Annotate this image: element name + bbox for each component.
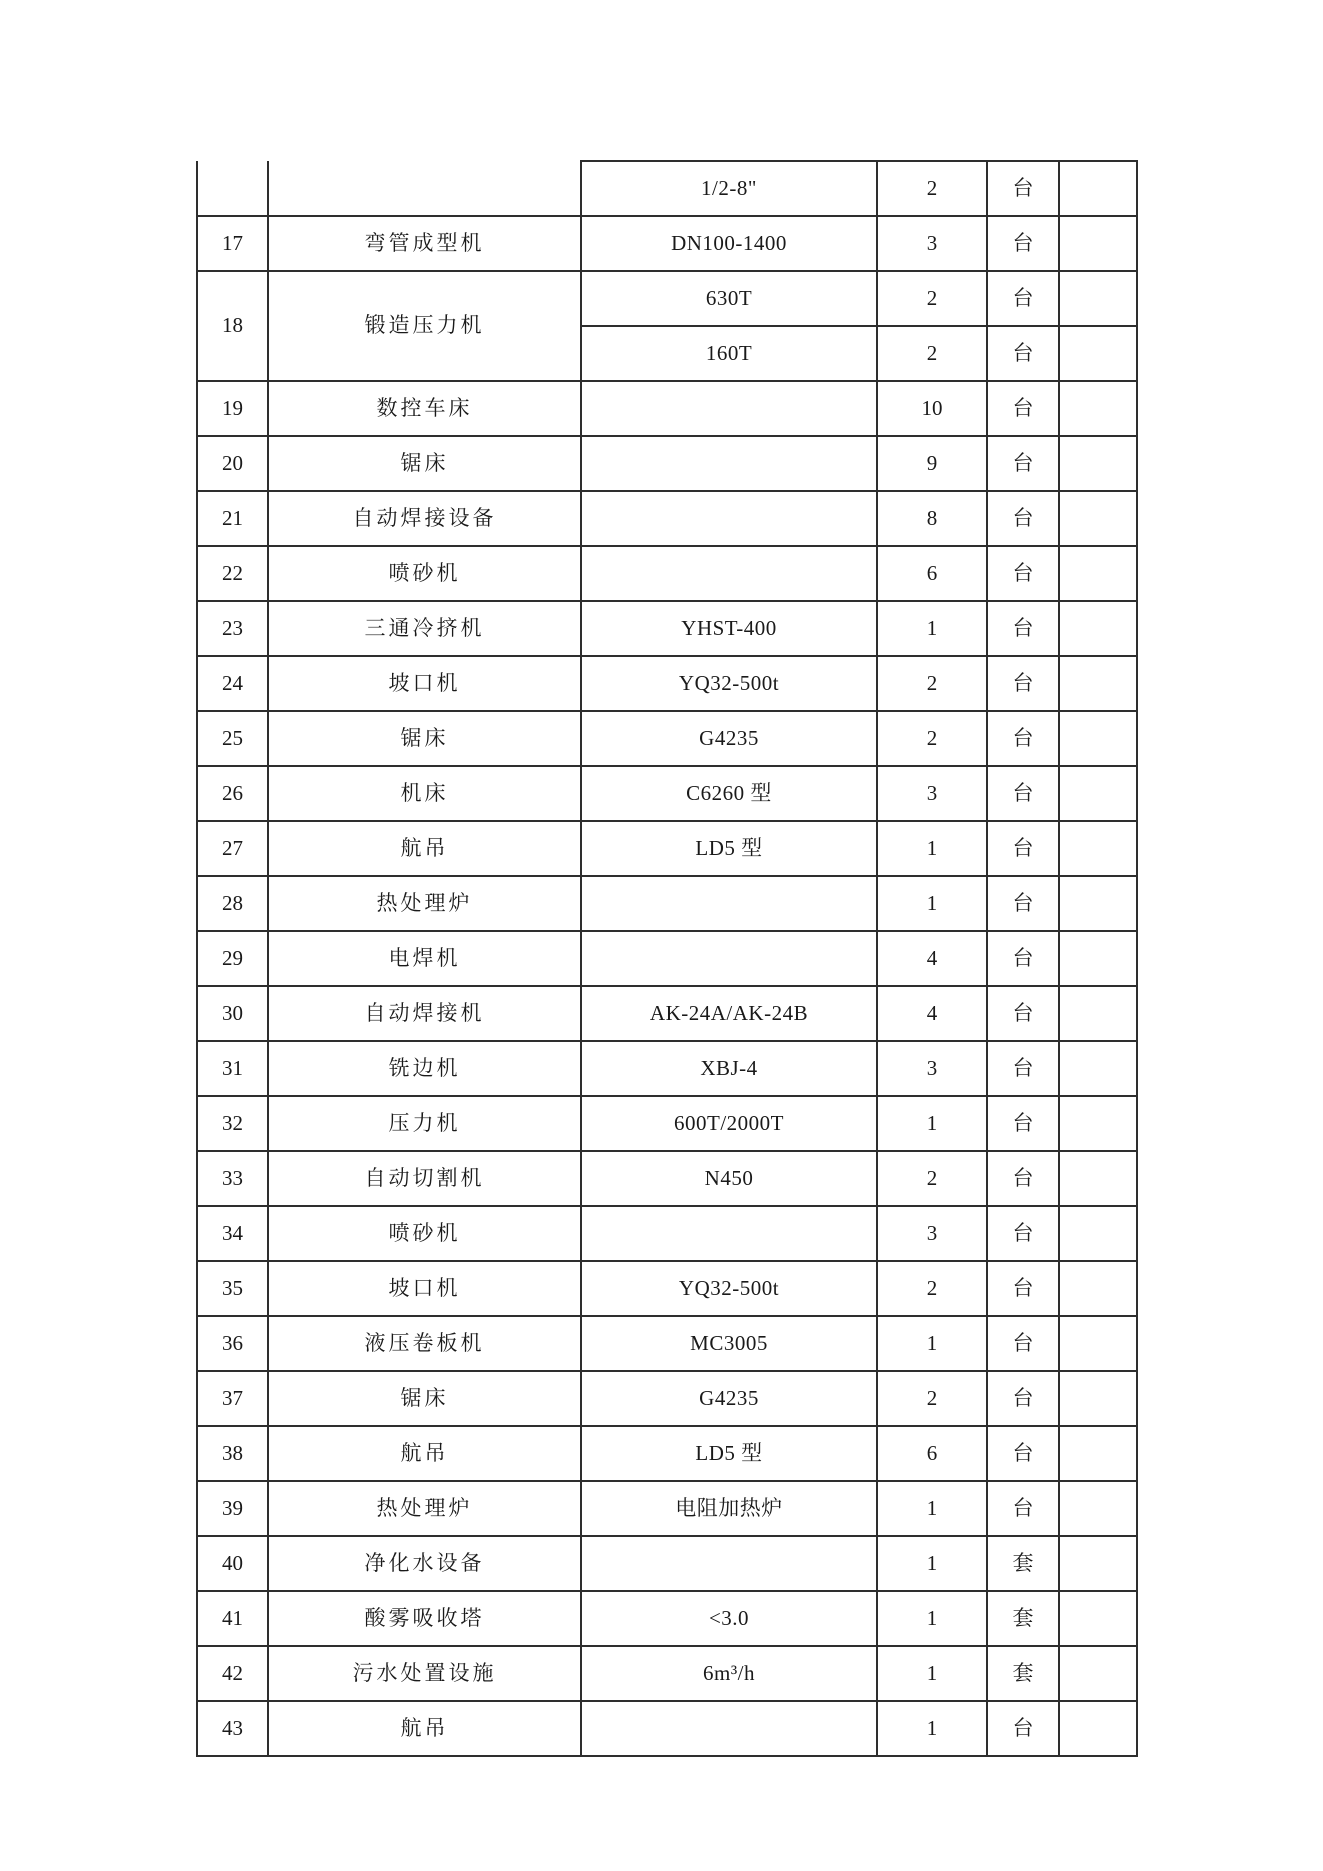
- equipment-name-cell: 坡口机: [268, 656, 581, 711]
- unit-cell: 台: [987, 711, 1059, 766]
- row-number-cell: 36: [197, 1316, 268, 1371]
- quantity-cell: 6: [877, 546, 987, 601]
- quantity-cell: 8: [877, 491, 987, 546]
- quantity-cell: 3: [877, 766, 987, 821]
- remark-cell: [1059, 1206, 1137, 1261]
- quantity-cell: 1: [877, 1646, 987, 1701]
- equipment-name-cell: 污水处置设施: [268, 1646, 581, 1701]
- equipment-name-cell: 液压卷板机: [268, 1316, 581, 1371]
- unit-cell: 台: [987, 1096, 1059, 1151]
- equipment-name-cell: 铣边机: [268, 1041, 581, 1096]
- remark-cell: [1059, 436, 1137, 491]
- unit-cell: 台: [987, 1151, 1059, 1206]
- equipment-name-cell: [268, 161, 581, 216]
- remark-cell: [1059, 1646, 1137, 1701]
- quantity-cell: 10: [877, 381, 987, 436]
- unit-cell: 台: [987, 821, 1059, 876]
- spec-model-cell: G4235: [581, 711, 877, 766]
- table-row: [197, 1536, 1137, 1591]
- table-row: [197, 601, 1137, 656]
- equipment-name-cell: 热处理炉: [268, 876, 581, 931]
- table-row: [197, 1261, 1137, 1316]
- equipment-name-cell: 自动切割机: [268, 1151, 581, 1206]
- row-number-cell: 25: [197, 711, 268, 766]
- unit-cell: 台: [987, 381, 1059, 436]
- equipment-name-cell: 航吊: [268, 1426, 581, 1481]
- spec-model-cell: DN100-1400: [581, 216, 877, 271]
- table-row: [197, 1096, 1137, 1151]
- row-number-cell: 21: [197, 491, 268, 546]
- remark-cell: [1059, 1536, 1137, 1591]
- row-number-cell: [197, 161, 268, 216]
- table-row: [197, 1041, 1137, 1096]
- table-row: [197, 1426, 1137, 1481]
- spec-model-cell: [581, 1536, 877, 1591]
- spec-model-cell: [581, 931, 877, 986]
- spec-model-cell: [581, 1701, 877, 1756]
- quantity-cell: 2: [877, 1151, 987, 1206]
- remark-cell: [1059, 1041, 1137, 1096]
- remark-cell: [1059, 1151, 1137, 1206]
- quantity-cell: 9: [877, 436, 987, 491]
- remark-cell: [1059, 1426, 1137, 1481]
- spec-model-cell: N450: [581, 1151, 877, 1206]
- table-row: [197, 1316, 1137, 1371]
- remark-cell: [1059, 711, 1137, 766]
- table-row: [197, 986, 1137, 1041]
- unit-cell: 台: [987, 656, 1059, 711]
- unit-cell: 台: [987, 1206, 1059, 1261]
- row-number-cell: 41: [197, 1591, 268, 1646]
- unit-cell: 台: [987, 1261, 1059, 1316]
- row-number-cell: 33: [197, 1151, 268, 1206]
- row-number-cell: 31: [197, 1041, 268, 1096]
- spec-model-cell: YHST-400: [581, 601, 877, 656]
- quantity-cell: 2: [877, 161, 987, 216]
- quantity-cell: 1: [877, 821, 987, 876]
- unit-cell: 台: [987, 1041, 1059, 1096]
- equipment-name-cell: 锯床: [268, 1371, 581, 1426]
- remark-cell: [1059, 271, 1137, 326]
- table-row: [197, 711, 1137, 766]
- table-row: [197, 271, 1137, 326]
- spec-model-cell: <3.0: [581, 1591, 877, 1646]
- quantity-cell: 1: [877, 1481, 987, 1536]
- spec-model-cell: [581, 876, 877, 931]
- remark-cell: [1059, 986, 1137, 1041]
- spec-model-cell: LD5 型: [581, 1426, 877, 1481]
- spec-model-cell: G4235: [581, 1371, 877, 1426]
- unit-cell: 台: [987, 271, 1059, 326]
- row-number-cell: 29: [197, 931, 268, 986]
- row-number-cell: 22: [197, 546, 268, 601]
- row-number-cell: 39: [197, 1481, 268, 1536]
- row-number-cell: 19: [197, 381, 268, 436]
- equipment-name-cell: 喷砂机: [268, 1206, 581, 1261]
- quantity-cell: 2: [877, 271, 987, 326]
- remark-cell: [1059, 546, 1137, 601]
- unit-cell: 台: [987, 766, 1059, 821]
- remark-cell: [1059, 656, 1137, 711]
- spec-model-cell: 630T: [581, 271, 877, 326]
- row-number-cell: 20: [197, 436, 268, 491]
- row-number-cell: 42: [197, 1646, 268, 1701]
- table-row: [197, 821, 1137, 876]
- table-row: [197, 876, 1137, 931]
- remark-cell: [1059, 1371, 1137, 1426]
- spec-model-cell: C6260 型: [581, 766, 877, 821]
- unit-cell: 台: [987, 601, 1059, 656]
- equipment-name-cell: 航吊: [268, 1701, 581, 1756]
- spec-model-cell: 160T: [581, 326, 877, 381]
- equipment-name-cell: 电焊机: [268, 931, 581, 986]
- remark-cell: [1059, 1701, 1137, 1756]
- equipment-name-cell: 坡口机: [268, 1261, 581, 1316]
- quantity-cell: 2: [877, 1371, 987, 1426]
- quantity-cell: 3: [877, 1041, 987, 1096]
- equipment-name-cell: 弯管成型机: [268, 216, 581, 271]
- table-row: [197, 1701, 1137, 1756]
- unit-cell: 台: [987, 931, 1059, 986]
- row-number-cell: 26: [197, 766, 268, 821]
- table-row: [197, 491, 1137, 546]
- table-row: [197, 931, 1137, 986]
- quantity-cell: 3: [877, 1206, 987, 1261]
- unit-cell: 台: [987, 546, 1059, 601]
- row-number-cell: 35: [197, 1261, 268, 1316]
- equipment-name-cell: 航吊: [268, 821, 581, 876]
- remark-cell: [1059, 601, 1137, 656]
- unit-cell: 台: [987, 1701, 1059, 1756]
- quantity-cell: 2: [877, 656, 987, 711]
- remark-cell: [1059, 766, 1137, 821]
- row-number-cell: 27: [197, 821, 268, 876]
- spec-model-cell: MC3005: [581, 1316, 877, 1371]
- remark-cell: [1059, 491, 1137, 546]
- table-row: [197, 1371, 1137, 1426]
- spec-model-cell: YQ32-500t: [581, 656, 877, 711]
- quantity-cell: 1: [877, 601, 987, 656]
- equipment-name-cell: 喷砂机: [268, 546, 581, 601]
- remark-cell: [1059, 326, 1137, 381]
- spec-model-cell: 电阻加热炉: [581, 1481, 877, 1536]
- row-number-cell: 30: [197, 986, 268, 1041]
- remark-cell: [1059, 161, 1137, 216]
- row-number-cell: 43: [197, 1701, 268, 1756]
- remark-cell: [1059, 381, 1137, 436]
- quantity-cell: 4: [877, 986, 987, 1041]
- equipment-name-cell: 净化水设备: [268, 1536, 581, 1591]
- spec-model-cell: 600T/2000T: [581, 1096, 877, 1151]
- remark-cell: [1059, 1481, 1137, 1536]
- equipment-table-body: [197, 161, 1137, 1756]
- equipment-name-cell: 酸雾吸收塔: [268, 1591, 581, 1646]
- equipment-name-cell: 热处理炉: [268, 1481, 581, 1536]
- remark-cell: [1059, 1591, 1137, 1646]
- quantity-cell: 1: [877, 1536, 987, 1591]
- unit-cell: 台: [987, 216, 1059, 271]
- row-number-cell: 24: [197, 656, 268, 711]
- unit-cell: 套: [987, 1646, 1059, 1701]
- equipment-name-cell: 压力机: [268, 1096, 581, 1151]
- quantity-cell: 1: [877, 876, 987, 931]
- spec-model-cell: 1/2-8": [581, 161, 877, 216]
- quantity-cell: 1: [877, 1316, 987, 1371]
- quantity-cell: 3: [877, 216, 987, 271]
- unit-cell: 台: [987, 1481, 1059, 1536]
- row-number-cell: 32: [197, 1096, 268, 1151]
- row-number-cell: 38: [197, 1426, 268, 1481]
- remark-cell: [1059, 931, 1137, 986]
- unit-cell: 套: [987, 1536, 1059, 1591]
- table-row: [197, 1206, 1137, 1261]
- table-row: [197, 1151, 1137, 1206]
- row-number-cell: 23: [197, 601, 268, 656]
- equipment-name-cell: 自动焊接机: [268, 986, 581, 1041]
- table-row: [197, 216, 1137, 271]
- spec-model-cell: LD5 型: [581, 821, 877, 876]
- quantity-cell: 1: [877, 1096, 987, 1151]
- row-number-cell: 40: [197, 1536, 268, 1591]
- unit-cell: 台: [987, 436, 1059, 491]
- unit-cell: 台: [987, 326, 1059, 381]
- table-row: [197, 436, 1137, 491]
- unit-cell: 台: [987, 161, 1059, 216]
- equipment-name-cell: 数控车床: [268, 381, 581, 436]
- quantity-cell: 4: [877, 931, 987, 986]
- unit-cell: 套: [987, 1591, 1059, 1646]
- row-number-cell: 37: [197, 1371, 268, 1426]
- unit-cell: 台: [987, 1316, 1059, 1371]
- spec-model-cell: YQ32-500t: [581, 1261, 877, 1316]
- quantity-cell: 2: [877, 1261, 987, 1316]
- remark-cell: [1059, 821, 1137, 876]
- row-number-cell: 28: [197, 876, 268, 931]
- remark-cell: [1059, 1261, 1137, 1316]
- table-row: [197, 656, 1137, 711]
- row-number-cell: 17: [197, 216, 268, 271]
- spec-model-cell: AK-24A/AK-24B: [581, 986, 877, 1041]
- equipment-name-cell: 机床: [268, 766, 581, 821]
- unit-cell: 台: [987, 491, 1059, 546]
- equipment-name-cell: 锻造压力机: [268, 271, 581, 381]
- quantity-cell: 2: [877, 326, 987, 381]
- quantity-cell: 2: [877, 711, 987, 766]
- remark-cell: [1059, 876, 1137, 931]
- remark-cell: [1059, 1316, 1137, 1371]
- spec-model-cell: [581, 1206, 877, 1261]
- table-row: [197, 381, 1137, 436]
- remark-cell: [1059, 216, 1137, 271]
- table-row: [197, 1646, 1137, 1701]
- table-row: [197, 546, 1137, 601]
- spec-model-cell: XBJ-4: [581, 1041, 877, 1096]
- unit-cell: 台: [987, 986, 1059, 1041]
- table-row: [197, 766, 1137, 821]
- row-number-cell: 18: [197, 271, 268, 381]
- table-row: [197, 161, 1137, 216]
- unit-cell: 台: [987, 1426, 1059, 1481]
- unit-cell: 台: [987, 876, 1059, 931]
- equipment-name-cell: 锯床: [268, 711, 581, 766]
- equipment-name-cell: 锯床: [268, 436, 581, 491]
- table-row: [197, 1481, 1137, 1536]
- spec-model-cell: [581, 381, 877, 436]
- spec-model-cell: [581, 546, 877, 601]
- quantity-cell: 1: [877, 1591, 987, 1646]
- row-number-cell: 34: [197, 1206, 268, 1261]
- table-row: [197, 1591, 1137, 1646]
- unit-cell: 台: [987, 1371, 1059, 1426]
- quantity-cell: 6: [877, 1426, 987, 1481]
- remark-cell: [1059, 1096, 1137, 1151]
- equipment-name-cell: 自动焊接设备: [268, 491, 581, 546]
- spec-model-cell: [581, 491, 877, 546]
- spec-model-cell: [581, 436, 877, 491]
- spec-model-cell: 6m³/h: [581, 1646, 877, 1701]
- quantity-cell: 1: [877, 1701, 987, 1756]
- equipment-table: [196, 160, 1138, 1757]
- equipment-name-cell: 三通冷挤机: [268, 601, 581, 656]
